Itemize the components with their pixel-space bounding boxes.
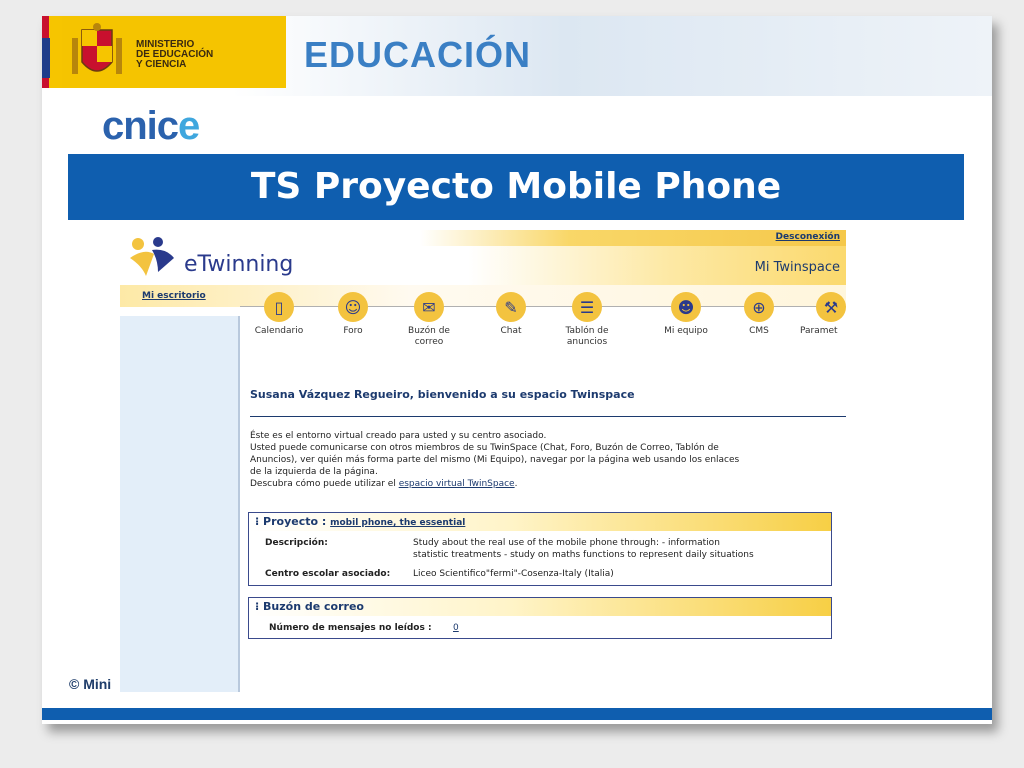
department-title: EDUCACIÓN (304, 34, 532, 75)
cms-icon: ⊕ (744, 292, 774, 322)
nav-noticeboard[interactable]: ☰ Tablón de anuncios (544, 292, 630, 348)
etwinning-logo-icon (124, 232, 178, 280)
slide-title: TS Proyecto Mobile Phone (250, 166, 782, 207)
nav-forum[interactable]: ☺ Foro (313, 292, 393, 337)
project-box-header: ⁝ Proyecto : mobil phone, the essential (249, 513, 831, 531)
settings-icon: ⚒ (816, 292, 846, 322)
project-name-link[interactable]: mobil phone, the essential (330, 518, 466, 528)
ministry-name: MINISTERIO DE EDUCACIÓN Y CIENCIA (136, 39, 214, 70)
bullet-icon: ⁝ (255, 600, 260, 613)
partner-school-row: Centro escolar asociado: Liceo Scientifico"fermi"-Cosenza-Italy (Italia) (265, 569, 614, 579)
bottom-bar (42, 708, 992, 720)
bullet-icon: ⁝ (255, 515, 260, 528)
logout-link[interactable]: Desconexión (775, 232, 840, 242)
mailbox-box (248, 597, 832, 639)
intro-text: Éste es el entorno virtual creado para usted y su centro asociado. Usted puede comunicarse con otros miembros de su TwinSpace (Chat, Foro, Buzón de Correo, Tablón de Anuncios), ver quién más forma parte del mismo (Mi Equipo), navegar por la página web usando los enlaces de la izquierda de la página. Descubra cómo puede utilizar el espacio virtual TwinSpace. (250, 431, 740, 489)
coat-of-arms-icon (68, 22, 126, 82)
unread-count-link[interactable]: 0 (453, 623, 459, 633)
copyright-text: © Mini (69, 676, 112, 692)
nav-chat[interactable]: ✎ Chat (471, 292, 551, 337)
nav-calendar[interactable]: ▯ Calendario (239, 292, 319, 337)
mailbox-box-header: ⁝ Buzón de correo (249, 598, 831, 616)
forum-icon: ☺ (338, 292, 368, 322)
slide (42, 16, 992, 724)
title-bar (68, 154, 964, 220)
my-twinspace-link[interactable]: Mi Twinspace (754, 260, 840, 275)
team-icon: ☻ (671, 292, 701, 322)
my-desktop-link[interactable]: Mi escritorio (142, 291, 206, 301)
left-sidebar (120, 316, 240, 692)
chat-icon: ✎ (496, 292, 526, 322)
mailbox-icon: ✉ (414, 292, 444, 322)
unread-messages-row: Número de mensajes no leídos : 0 (269, 623, 459, 633)
welcome-divider (250, 416, 846, 417)
nav-my-team[interactable]: ☻ Mi equipo (646, 292, 726, 337)
project-description-row: Descripción: Study about the real use of the mobile phone through: - information statistic treatments - study on maths functions to represent daily situations (265, 538, 754, 560)
project-box (248, 512, 832, 586)
twinspace-help-link[interactable]: espacio virtual TwinSpace (398, 479, 515, 489)
noticeboard-icon: ☰ (572, 292, 602, 322)
nav-cms[interactable]: ⊕ CMS (719, 292, 799, 337)
nav-settings[interactable]: ⚒ Paramet (796, 292, 846, 337)
cnice-logo: cnice (102, 104, 200, 148)
etwinning-screenshot (120, 230, 846, 692)
eu-stars-icon (42, 38, 50, 78)
welcome-heading: Susana Vázquez Regueiro, bienvenido a su espacio Twinspace (250, 388, 635, 401)
etwinning-logo-text: eTwinning (184, 252, 294, 277)
nav-mailbox[interactable]: ✉ Buzón de correo (390, 292, 468, 348)
calendar-icon: ▯ (264, 292, 294, 322)
